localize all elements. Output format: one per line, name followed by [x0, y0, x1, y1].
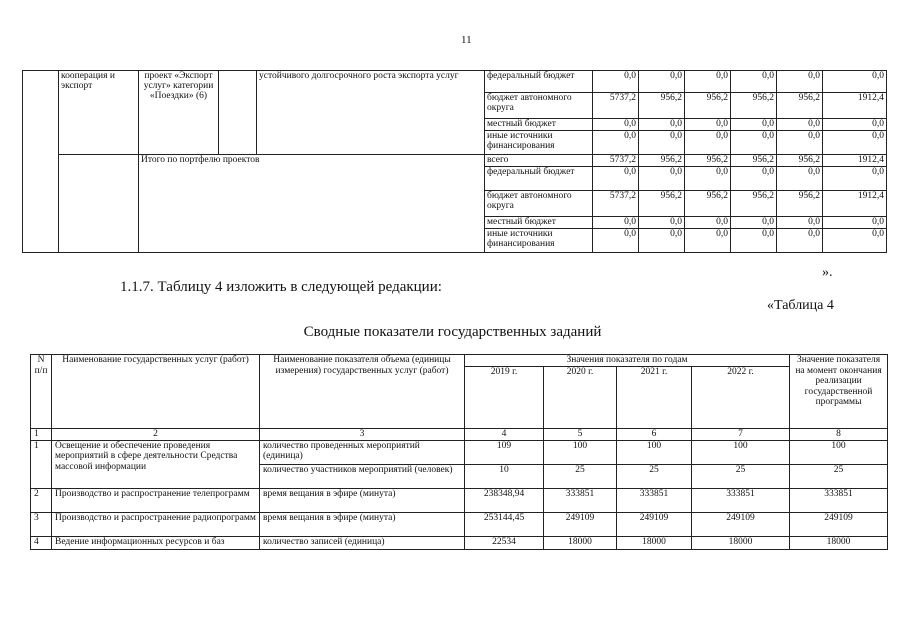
- value-cell: 0,0: [777, 217, 823, 229]
- column-number: 1: [31, 429, 52, 441]
- value-cell: 0,0: [593, 131, 639, 155]
- indicator-cell: время вещания в эфире (минута): [260, 512, 465, 536]
- value-cell: 0,0: [685, 167, 731, 191]
- project-portfolio-table: [22, 70, 887, 253]
- value-cell: 0,0: [593, 229, 639, 253]
- value-cell: 0,0: [731, 217, 777, 229]
- value-cell: 100: [692, 440, 790, 464]
- value-cell: 0,0: [685, 229, 731, 253]
- value-cell: 0,0: [823, 71, 887, 93]
- value-cell: 0,0: [685, 131, 731, 155]
- value-cell: 0,0: [823, 131, 887, 155]
- value-cell: 1912,4: [823, 155, 887, 167]
- empty-cell: [23, 71, 59, 155]
- source-cell: иные источники финансирования: [485, 229, 593, 253]
- value-cell: 0,0: [639, 131, 685, 155]
- value-cell: 18000: [692, 536, 790, 549]
- value-cell: 0,0: [639, 71, 685, 93]
- value-cell: 249109: [544, 512, 617, 536]
- value-cell: 0,0: [823, 229, 887, 253]
- value-cell: 249109: [790, 512, 888, 536]
- value-cell: 0,0: [777, 71, 823, 93]
- header-indicator: Наименование показателя объема (единицы измерения) государственных услуг (работ): [260, 355, 465, 429]
- value-cell: 0,0: [777, 229, 823, 253]
- value-cell: 956,2: [777, 93, 823, 119]
- value-cell: 5737,2: [593, 191, 639, 217]
- value-cell: 956,2: [639, 93, 685, 119]
- value-cell: 956,2: [777, 155, 823, 167]
- value-cell: 253144,45: [465, 512, 544, 536]
- value-cell: 956,2: [685, 191, 731, 217]
- service-cell: Производство и распространение телепрограмм: [52, 488, 260, 512]
- value-cell: 5737,2: [593, 155, 639, 167]
- value-cell: 0,0: [731, 229, 777, 253]
- table-reference: «Таблица 4: [767, 298, 834, 313]
- cooperation-cell: кооперация и экспорт: [59, 71, 139, 155]
- value-cell: 0,0: [639, 217, 685, 229]
- value-cell: 333851: [790, 488, 888, 512]
- value-cell: 249109: [692, 512, 790, 536]
- header-year: 2022 г.: [692, 367, 790, 429]
- source-cell: бюджет автономного округа: [485, 93, 593, 119]
- indicator-cell: количество записей (единица): [260, 536, 465, 549]
- goal-cell: устойчивого долгосрочного роста экспорта услуг: [257, 71, 485, 155]
- source-cell: федеральный бюджет: [485, 167, 593, 191]
- amendment-paragraph: 1.1.7. Таблицу 4 изложить в следующей редакции:: [120, 279, 442, 295]
- value-cell: 0,0: [639, 229, 685, 253]
- service-cell: Ведение информационных ресурсов и баз: [52, 536, 260, 549]
- value-cell: 25: [544, 464, 617, 488]
- value-cell: 0,0: [731, 167, 777, 191]
- source-cell: местный бюджет: [485, 119, 593, 131]
- project-cell: проект «Экспорт услуг» категории «Поездки» (6): [139, 71, 219, 155]
- value-cell: 0,0: [777, 167, 823, 191]
- source-cell: местный бюджет: [485, 217, 593, 229]
- header-final-value: Значение показателя на момент окончания реализации государственной программы: [790, 355, 888, 429]
- value-cell: 18000: [790, 536, 888, 549]
- header-service: Наименование государственных услуг (работ): [52, 355, 260, 429]
- value-cell: 956,2: [639, 191, 685, 217]
- source-cell: иные источники финансирования: [485, 131, 593, 155]
- indicator-cell: количество участников мероприятий (человек): [260, 464, 465, 488]
- value-cell: 0,0: [685, 217, 731, 229]
- value-cell: 956,2: [731, 155, 777, 167]
- value-cell: 333851: [544, 488, 617, 512]
- value-cell: 956,2: [777, 191, 823, 217]
- value-cell: 25: [790, 464, 888, 488]
- value-cell: 956,2: [731, 93, 777, 119]
- empty-cell: [23, 155, 59, 253]
- value-cell: 18000: [617, 536, 692, 549]
- value-cell: 956,2: [731, 191, 777, 217]
- source-cell: бюджет автономного округа: [485, 191, 593, 217]
- value-cell: 0,0: [593, 71, 639, 93]
- value-cell: 0,0: [823, 119, 887, 131]
- value-cell: 333851: [692, 488, 790, 512]
- column-number: 7: [692, 429, 790, 441]
- value-cell: 0,0: [593, 167, 639, 191]
- service-cell: Освещение и обеспечение проведения мероприятий в сфере деятельности Средства массовой информации: [52, 440, 260, 488]
- value-cell: 0,0: [639, 119, 685, 131]
- value-cell: 100: [544, 440, 617, 464]
- table-title: Сводные показатели государственных заданий: [303, 324, 602, 340]
- value-cell: 0,0: [823, 217, 887, 229]
- service-cell: Производство и распространение радиопрограмм: [52, 512, 260, 536]
- value-cell: 0,0: [639, 167, 685, 191]
- header-year: 2019 г.: [465, 367, 544, 429]
- indicator-cell: количество проведенных мероприятий (единица): [260, 440, 465, 464]
- column-number: 3: [260, 429, 465, 441]
- value-cell: 0,0: [731, 131, 777, 155]
- value-cell: 18000: [544, 536, 617, 549]
- value-cell: 333851: [617, 488, 692, 512]
- value-cell: 10: [465, 464, 544, 488]
- header-year: 2021 г.: [617, 367, 692, 429]
- page-number: 11: [461, 34, 472, 46]
- value-cell: 100: [617, 440, 692, 464]
- value-cell: 956,2: [685, 155, 731, 167]
- indicator-cell: время вещания в эфире (минута): [260, 488, 465, 512]
- value-cell: 1912,4: [823, 191, 887, 217]
- empty-cell: [219, 71, 257, 155]
- empty-cell: [59, 155, 139, 253]
- row-num: 4: [31, 536, 52, 549]
- value-cell: 0,0: [731, 71, 777, 93]
- value-cell: 956,2: [685, 93, 731, 119]
- state-assignments-table: [30, 354, 888, 550]
- value-cell: 25: [692, 464, 790, 488]
- column-number: 8: [790, 429, 888, 441]
- value-cell: 1912,4: [823, 93, 887, 119]
- header-num: N п/п: [31, 355, 52, 429]
- value-cell: 238348,94: [465, 488, 544, 512]
- value-cell: 0,0: [593, 119, 639, 131]
- value-cell: 25: [617, 464, 692, 488]
- value-cell: 0,0: [777, 119, 823, 131]
- column-number: 6: [617, 429, 692, 441]
- value-cell: 956,2: [639, 155, 685, 167]
- value-cell: 0,0: [823, 167, 887, 191]
- value-cell: 0,0: [731, 119, 777, 131]
- value-cell: 249109: [617, 512, 692, 536]
- quote-end: ».: [822, 265, 833, 280]
- row-num: 3: [31, 512, 52, 536]
- value-cell: 22534: [465, 536, 544, 549]
- value-cell: 100: [790, 440, 888, 464]
- column-number: 2: [52, 429, 260, 441]
- column-number: 5: [544, 429, 617, 441]
- value-cell: 0,0: [777, 131, 823, 155]
- value-cell: 0,0: [593, 217, 639, 229]
- value-cell: 0,0: [685, 71, 731, 93]
- row-num: 1: [31, 440, 52, 488]
- source-cell: федеральный бюджет: [485, 71, 593, 93]
- value-cell: 109: [465, 440, 544, 464]
- value-cell: 0,0: [685, 119, 731, 131]
- header-year: 2020 г.: [544, 367, 617, 429]
- column-number: 4: [465, 429, 544, 441]
- source-cell: всего: [485, 155, 593, 167]
- portfolio-total-cell: Итого по портфелю проектов: [139, 155, 485, 253]
- row-num: 2: [31, 488, 52, 512]
- header-values: Значения показателя по годам: [465, 355, 790, 367]
- value-cell: 5737,2: [593, 93, 639, 119]
